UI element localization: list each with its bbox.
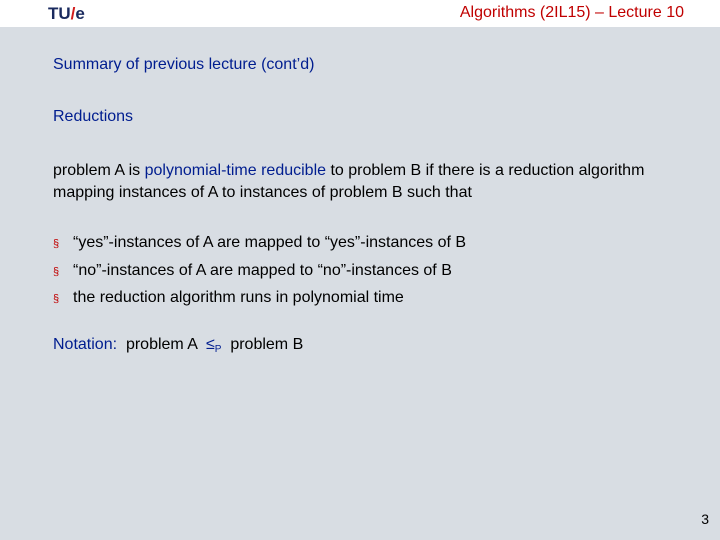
notation-label: Notation: [53, 336, 118, 353]
bullet-marker-icon: § [53, 293, 60, 305]
reduction-subscript: P [214, 344, 222, 355]
definition-text [53, 160, 693, 204]
definition-part2: to problem B if there is a reduction algorithm mapping instances of A to instances of problem B such that [53, 162, 645, 201]
reduction-operator: ≤ [205, 336, 215, 353]
page-number: 3 [701, 511, 709, 527]
notation-left: problem A [117, 336, 206, 353]
bullet-item [53, 230, 466, 258]
definition-highlight: polynomial-time reducible [144, 162, 327, 179]
definition-part1: problem A is [53, 162, 145, 179]
notation-right: problem B [221, 336, 304, 353]
slide-header [0, 0, 720, 27]
logo-slash: / [70, 4, 76, 23]
section-title: Reductions [53, 108, 134, 125]
slide-content [0, 27, 720, 540]
bullet-marker-icon: § [53, 265, 60, 278]
slide-title: Summary of previous lecture (cont’d) [53, 56, 315, 73]
logo-e: e [75, 4, 85, 23]
bullet-item [53, 285, 466, 313]
logo-tu: TU [48, 4, 71, 23]
notation-line [53, 336, 303, 355]
tue-logo [48, 4, 85, 24]
bullet-text: “yes”-instances of A are mapped to “yes”-instances of B [73, 234, 467, 251]
bullet-text: the reduction algorithm runs in polynomial time [73, 289, 404, 306]
bullet-marker-icon: § [53, 238, 60, 250]
bullet-item [53, 258, 466, 286]
bullet-text: “no”-instances of A are mapped to “no”-instances of B [73, 261, 452, 279]
bullet-list [53, 230, 466, 313]
course-title: Algorithms (2IL15) – Lecture 10 [459, 4, 684, 21]
